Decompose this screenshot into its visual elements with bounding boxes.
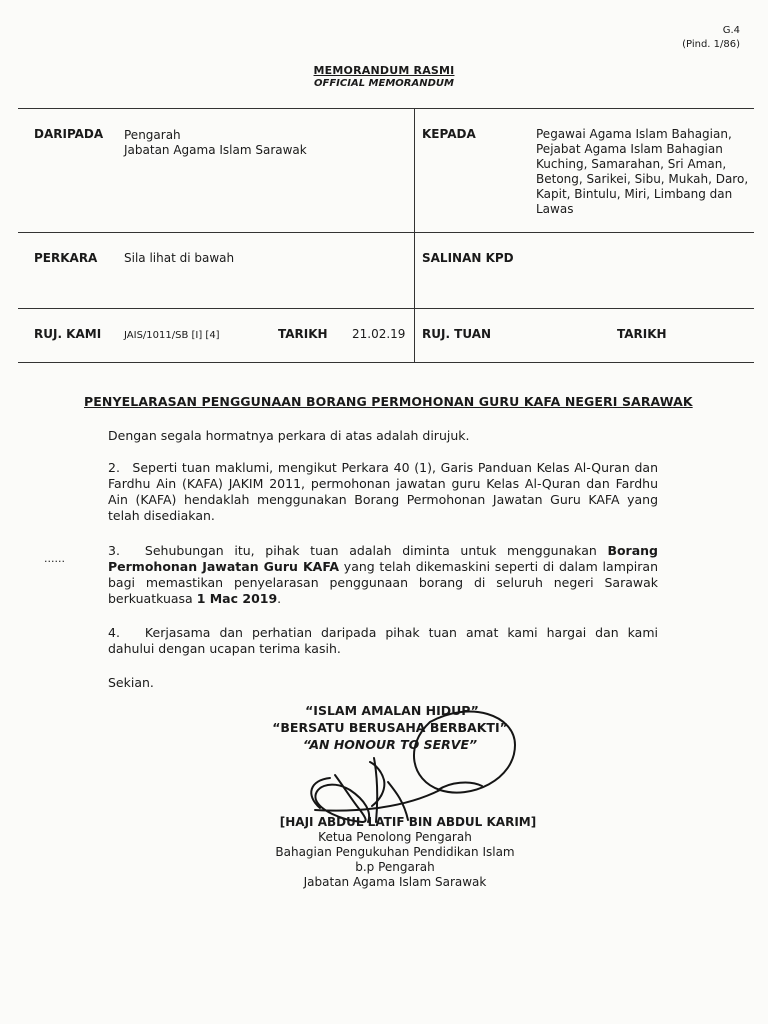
signatory-department: Jabatan Agama Islam Sarawak [303, 875, 487, 889]
subject-heading: PENYELARASAN PENGGUNAAN BORANG PERMOHONAN GURU KAFA NEGERI SARAWAK [84, 394, 693, 409]
daripada-line1: Pengarah [124, 128, 181, 142]
ruj-tuan-label: RUJ. TUAN [422, 327, 492, 341]
form-code: G.4 [722, 25, 740, 36]
kepada-line: Pegawai Agama Islam Bahagian, [536, 127, 732, 141]
paragraph-3-text: . [277, 591, 282, 606]
paragraph-3-text: yang telah dikemaskini seperti di dalam lampiran bagi memastikan penyelarasan penggunaan borang di seluruh negeri Sarawak berkuatkuasa [108, 559, 658, 606]
paragraph-4: 4. Kerjasama dan perhatian daripada pihak tuan amat kami hargai dan kami dahului dengan ucapan terima kasih. [108, 625, 658, 656]
kepada-line: Kapit, Bintulu, Miri, Limbang dan [536, 187, 733, 201]
perkara-label: PERKARA [34, 251, 98, 265]
memo-subtitle: OFFICIAL MEMORANDUM [314, 78, 454, 89]
slogan-1: “ISLAM AMALAN HIDUP” [305, 703, 479, 718]
perkara-value: Sila lihat di bawah [124, 251, 235, 265]
kepada-line: Betong, Sarikei, Sibu, Mukah, Daro, [536, 172, 749, 186]
paragraph-1: Dengan segala hormatnya perkara di atas adalah dirujuk. [108, 428, 470, 443]
effective-date-emphasis: 1 Mac 2019 [196, 591, 278, 606]
paragraph-3-text: 3. Sehubungan itu, pihak tuan adalah diminta untuk menggunakan [108, 543, 608, 558]
kepada-line: Lawas [536, 202, 574, 216]
kepada-line: Kuching, Samarahan, Sri Aman, [536, 157, 727, 171]
tarikh-label-2: TARIKH [617, 327, 667, 341]
daripada-label: DARIPADA [34, 127, 104, 141]
signatory-division: Bahagian Pengukuhan Pendidikan Islam [275, 845, 515, 859]
signatory-behalf: b.p Pengarah [355, 860, 435, 874]
slogan-2: “BERSATU BERUSAHA BERBAKTI” [272, 720, 508, 735]
kepada-line: Pejabat Agama Islam Bahagian [536, 142, 723, 156]
ruj-kami-label: RUJ. KAMI [34, 327, 102, 341]
daripada-line2: Jabatan Agama Islam Sarawak [124, 143, 307, 157]
paragraph-2: 2. Seperti tuan maklumi, mengikut Perkara 40 (1), Garis Panduan Kelas Al-Quran dan Fardhu Ain (KAFA) JAKIM 2011, permohonan jawatan guru Kelas Al-Quran dan Fardhu Ain (KAFA) hendaklah menggunakan Borang Permohonan Jawatan Guru KAFA yang telah disediakan. [108, 460, 658, 523]
signatory-name: [HAJI ABDUL LATIF BIN ABDUL KARIM] [279, 815, 537, 829]
closing-text: Sekian. [108, 675, 154, 690]
ruj-kami-value: JAIS/1011/SB [I] [4] [124, 330, 220, 341]
margin-dots: ...... [44, 552, 65, 565]
tarikh-label: TARIKH [278, 327, 328, 341]
memo-title: MEMORANDUM RASMI [313, 64, 455, 77]
tarikh-value: 21.02.19 [352, 327, 406, 341]
form-revision: (Pind. 1/86) [682, 39, 740, 50]
kepada-label: KEPADA [422, 127, 476, 141]
salinan-label: SALINAN KPD [422, 251, 514, 265]
signatory-title: Ketua Penolong Pengarah [318, 830, 472, 844]
slogan-3: “AN HONOUR TO SERVE” [302, 737, 478, 752]
form-name-emphasis: Borang Permohonan Jawatan Guru KAFA [108, 543, 658, 574]
